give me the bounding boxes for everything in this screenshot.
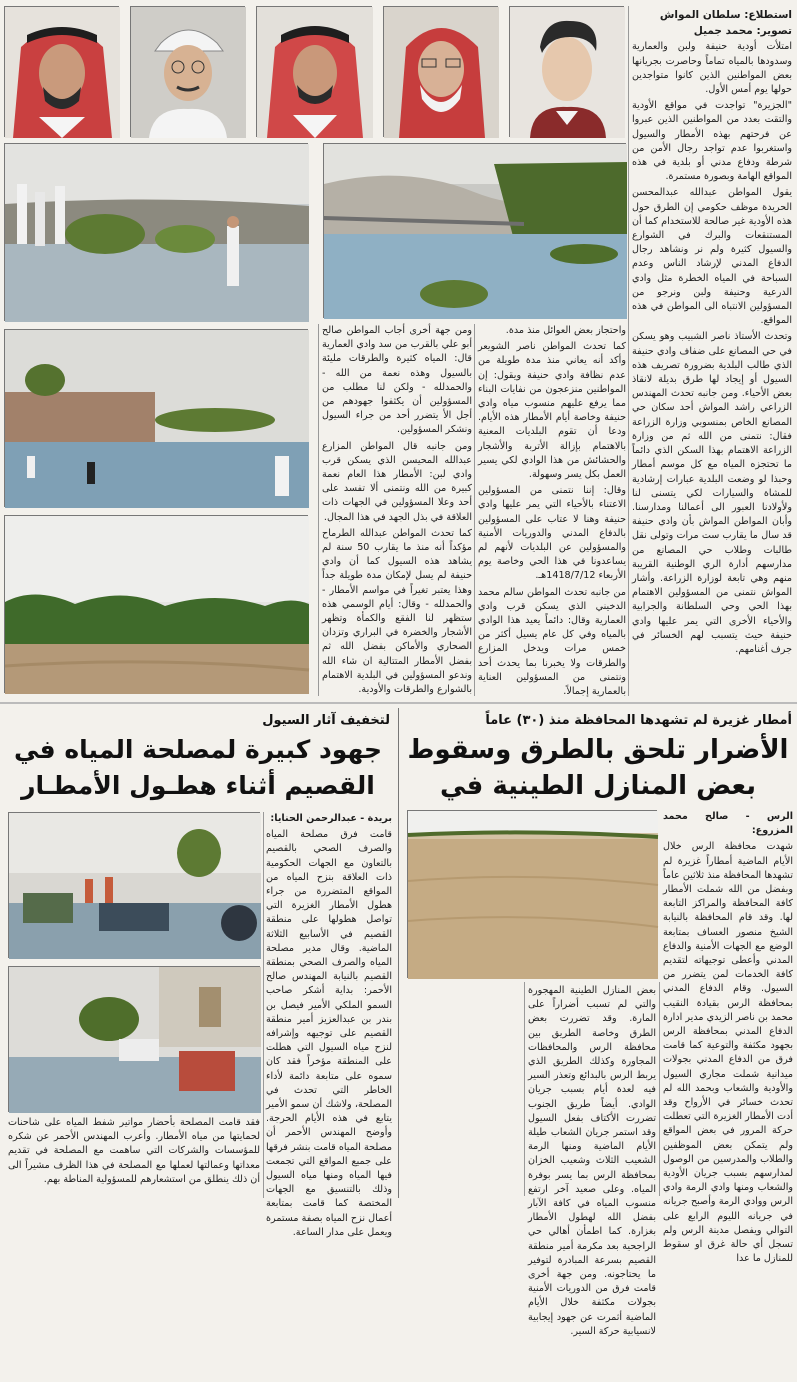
headline-line: القصيم أثناء هطـول الأمطـار (21, 771, 375, 800)
flood-photo-wadi (4, 515, 308, 693)
flood-photo-dam (323, 143, 626, 318)
paragraph: بعض المنازل الطينية المهجورة والتي لم تسبب أضراراً على المارة. وقد تضررت بعض الطرق وخاصة الطريق بين محافظة الرس والمحافظات المجاورة وكذلك الطريق الذي يربط الرس بالبدائع وتعذر السير فيه لعدة أيام بسبب جريان الوادي. أيضاً طريق الجنوب تضررت الأكتاف بفعل السيول وقد استمر جريان الشعاب طيلة الأيام الماضية ومنها الرمة الشعيب الثلاث وشعيب الخزان بمحافظة الرس بما يسر بوفرة المياه. وعلى صعيد آخر ارتفع منسوب المياه في كافة الآبار بفضل الله لهطول الأمطار بغزارة. كما اطمأن أهالي حي الراجحية بعد مكرمة أمير منطقة القصيم بسرعة المبادرة لتوفير ما يحتاجونه. ومن جهة أخرى قامت فرق من الدوريات الأمنية بجولات مكثفة خلال الأيام الماضية أثمرت عن جهود إيجابية لانسيابية حركة السير. (528, 985, 656, 1337)
article-column-middle (478, 324, 626, 696)
column-divider (628, 6, 629, 696)
paragraph: قامت فرق مصلحة المياه والصرف الصحي بالقصيم بالتعاون مع الجهات الحكومية ذات العلاقة بنزح المياه من المواقع المتضررة من جراء هطول الأمطار الغزيرة التي تواصل هطولها على منطقة القصيم في الأسابيع الثلاثة الماضية. وقال مدير مصلحة المياه والصرف الصحي بمنطقة القصيم بالنيابة المهندس صالح الأحمر: بداية أشكر صاحب السمو الملكي الأمير فيصل بن بندر بن عبدالعزيز أمير منطقة القصيم على توجيهه وإشرافه لنزح مياه السيول التي هطلت على المنطقة مؤخراً فقد كان سموه على متابعة دائمة لأداء الخاطر التي تحدث في المصلحة، ولاشك أن سمو الأمير يتابع في هذه الأيام الحرجة. وأوضح المهندس الأحمر أن مصلحة المياه قامت بنشر فرقها على جميع المواقع التي تجمعت فيها المياه ومنها مياه السيول وذلك بالتنسيق مع الجهات المختصة كما قامت بمتابعة أعمال نزح المياه بصفة مستمرة ويعمل على مدار الساعة. (266, 829, 392, 1238)
paragraph: واحتجاز بعض العوائل منذ مدة. (505, 325, 626, 336)
headline-line: جهود كبيرة لمصلحة المياه في (14, 735, 382, 764)
article-column-qassim-bottom (8, 1116, 260, 1198)
paragraph: يقول المواطن عبدالله عبدالمحسن الحريدة موظف حكومي إن الطرق حول هذه الأودية غير صالحة للاستخدام كما أن المستنقعات والبرك في الشوارع والسيول كثيرة ولم نر ونشاهد رجال الدفاع المدني لإرشاد الناس وعدم السباحة في المياه الخطرة مثل وادي الدرعية وحنيفة ولبن ونرجو من المسؤولين الانتباه الى المواطن في هذه المواقع. (632, 187, 792, 327)
article-byline: الرس - صالح محمد المزروع: (663, 811, 793, 837)
article-column-right (632, 8, 792, 698)
article-column-ras-right (663, 810, 793, 1265)
street-flood-photo (8, 966, 260, 1112)
portrait-photo-5 (4, 6, 119, 137)
intro-paragraph: امتلأت أودية حنيفة ولبن والعمارية وسدودها بالمياه تماماً وحاصرت بجريانها بعض المواطنين الذين كانوا متواجدين حولها يوم أمس الأول. (632, 41, 792, 96)
article-headline (6, 732, 390, 804)
column-divider (474, 324, 475, 696)
flood-photo-people (4, 143, 308, 321)
column-divider (524, 982, 525, 1196)
column-divider (659, 982, 660, 1196)
article-kicker: لتخفيف آثار السيول (262, 713, 390, 728)
photographer-credit: تصوير: محمد جميل (693, 25, 792, 38)
flood-photo-village (4, 329, 308, 507)
paragraph: ومن جهة أخرى أجاب المواطن صالح أبو علي بالقرب من سد وادي العمارية قال: المياه كثيرة والطرقات مليئة بالسيول وهذه نعمة من الله - والحمدلله - ولكن لنا مطلب من المسؤولين أن يكثفوا جهودهم من أجل الأ يتضرر أحد من جراء السيول ونشكر المسؤولين. (322, 325, 472, 436)
paragraph: وتحدث الأستاذ ناصر الشبيب وهو يسكن في حي المصانع على ضفاف وادي حنيفة الذي طالب البلدية بضرورة تصريف هذه السيول أو إيجاد لها طرق بديلة لانقاذ بعض الأحياء. ومن جانبه تحدث المهندس الزراعي راشد المواش أحد سكان حي المصانع الخاص بمنسوبي وزارة الزراعة فقال: نتمنى من الله ثم من وزارة الزراعة الاهتمام بهذا السكن الذي دائماً ما تحتجزه المياه مع كل موسم أمطار وحبذا لو وضعت البلدية عبارات إرشادية للمشاة والسيارات لكي يتسنى لنا ولأولادنا العبور الى أعمالنا ومدارسنا. وأبان المواطن المواش بأن وادي حنيفة قد سال ما يقارب ست مرات وتولى نقل طالبات وطلاب حي المصانع من مدارسهم أدارة الري الوطنية القريبة منهم وهي تابعة لوزارة الزراعة. وأشار المواش نتمنى من المسؤولين الاهتمام بهذا الحي وحي السلطانة والجرابية والأحياء الأخرى التي يمر عليها وادي حنيفة حيث يتسبب لهم الخسائر في جرف أغنامهم. (632, 331, 792, 655)
reporter-credit: استطلاع: سلطان المواش (659, 9, 792, 21)
paragraph: كما تحدث المواطن عبدالله الطرماح مؤكداً أنه منذ ما يقارب 50 سنة لم يشاهد هذه السيول كما أن وادي حنيفة لم يسل لإمكان مدة طويلة جداً وهذا يعتبر تغيراً في مواسم الأمطار - والحمدلله - وقال: أيام الوسمي هذه ستظهر لنا الفقع والكمأة وتظهر الأشجار والخضرة في البراري وتزدان الصحاري والأماكن بفضل الله ثم بفضل الأمطار المتتالية ان شاء الله وندعو المسؤولين في البلدية الاهتمام بالشوارع والطرقات والأودية. (322, 527, 472, 696)
article-column-qassim (266, 812, 392, 1238)
flood-photo-ras (407, 810, 657, 978)
column-divider (263, 812, 264, 1198)
article-column-left (322, 324, 472, 696)
headline-line: بعض المنازل الطينية في (439, 771, 756, 801)
paragraph: فقد قامت المصلحة بأحضار مواتير شفط المياه على شاحنات لحمايتها من مياه الأمطار. وأعرب المهندس الأحمر عن شكره للمؤسسات والشركات التي ساهمت مع المصلحة في تقديم معداتها وعمالتها لعملها مع المصلحة في هذا الظرف مشيراً الى أن ذلك ينطلق من استشعارهم للمسؤولية المناطة بهم. (8, 1117, 260, 1185)
pump-photo (8, 812, 260, 958)
paragraph: كما تحدث المواطن ناصر الشويعر وأكد أنه يعاني منذ مدة طويلة من عدم نظافة وادي حنيفة ويقول: إن المواطنين منزعجون من نفايات البناء مما يرفع عليهم منسوب مياه وادي حنيفة وخاصة أيام الأمطار هذه الأيام. ودعا أن تقوم البلديات المعنية بالاهتمام بإزالة الأتربة والأشجار والحشائش من هذا الوادي لكي يسير العمل بكل يسر وسهولة. (478, 341, 626, 481)
paragraph: وقال: إننا نتمنى من المسؤولين الاعتناء بالأحياء التي يمر عليها وادي حنيفة وهنا لا عتاب على المسؤولين بالدفاع المدني والدوريات الأمنية والمسؤولين عن البلديات لأنهم لم يساعدونا في هذا الحي وخاصة يوم الأربعاء 1418/7/12هـ. (478, 485, 626, 582)
article-divider (398, 708, 399, 1198)
headline-line: الأضرار تلحق بالطرق وسقوط (407, 735, 789, 765)
portrait-photo-3 (256, 6, 372, 137)
paragraph: ومن جانبه قال المواطن المزارع عبدالله المحيسن الذي يسكن قرب وادي لبن: الأمطار هذا العام نعمة كبيرة من الله ونتمنى ألا تفسد على أحد وعلا المسؤولين في الجهات ذات العلاقة في بذل الجهد في هذا المجال. (322, 440, 472, 523)
portrait-photo-4 (130, 6, 245, 137)
column-divider (318, 324, 319, 696)
portrait-photo-1 (509, 6, 624, 137)
paragraph: شهدت محافظة الرس خلال الأيام الماضية أمطاراً غزيرة لم تشهدها المحافظة منذ ثلاثين عاماً وبفضل من الله شملت الأمطار كافة المحافظة والمراكز التابعة لها. وقد قام المحافظة بالنيابة الشيخ منصور العساف بمتابعة الوضع مع الجهات الأمنية والدفاع المدني وأعطى توجيهاته لتقديم كافة الخدمات لمن يتضرر من السيول. وقام الدفاع المدني بمحافظة الرس بقيادة النقيب محمد بن ناصر الزيدي مدير ادارة الدفاع المدني بمحافظة الرس بجهود مكثفة والتوعية كما قامت فرق من الدفاع المدني بجولات ميدانية شملت مجاري السيول والأودية والشعاب وبحمد الله لم تحدث خسائر في الأرواح وقد أدت الأمطار الغزيرة التي تعطلت حركة المرور في بعض المواقع ولم يتمكن بعض الموظفين والطلاب والمدرسين من الوصول لمدارسهم بسبب جريان الأودية والشعاب ومنها وادي الرمة وادي الرس ووادي الرمة وأصبح جريانه في جريانه الليوم الرابع على التوالي ويفصل مدينة الرس ولم تسجل أي حالة غرق او سقوط للمنازل ما عدا (663, 841, 793, 1265)
article-column-ras-left (404, 984, 522, 1196)
portrait-photo-2 (383, 6, 498, 137)
article-column-ras-mid (528, 984, 656, 1337)
paragraph: "الجزيرة" تواجدت في مواقع الأودية والتقت بعدد من المواطنين الذين عبروا عن فرحتهم بهذه الأمطار والسيول واستغربوا عدم تواجد رجال الأمن من شرطة ودفاع مدني أو بلدية في هذه المواقع الهامة وبصورة مستمرة. (632, 100, 792, 183)
paragraph: من جانبه تحدث المواطن سالم محمد الدخيني الذي يسكن قرب وادي العمارية وقال: دائماً يعيد هذا الوادي بالمياه وفي كل عام يسيل أكثر من خمس مرات ويدخل المزارع والطرقات ولا يخبرنا بما يحدث أحد ونتمنى من المسؤولين العناية بالعمارية إجمالاً. (478, 586, 626, 698)
section-separator (0, 702, 797, 704)
article-byline: بريدة - عبدالرحمن الحنايا: (270, 813, 392, 824)
article-kicker: أمطار غزيرة لم تشهدها المحافظة منذ (٣٠) عاماً (485, 713, 792, 728)
